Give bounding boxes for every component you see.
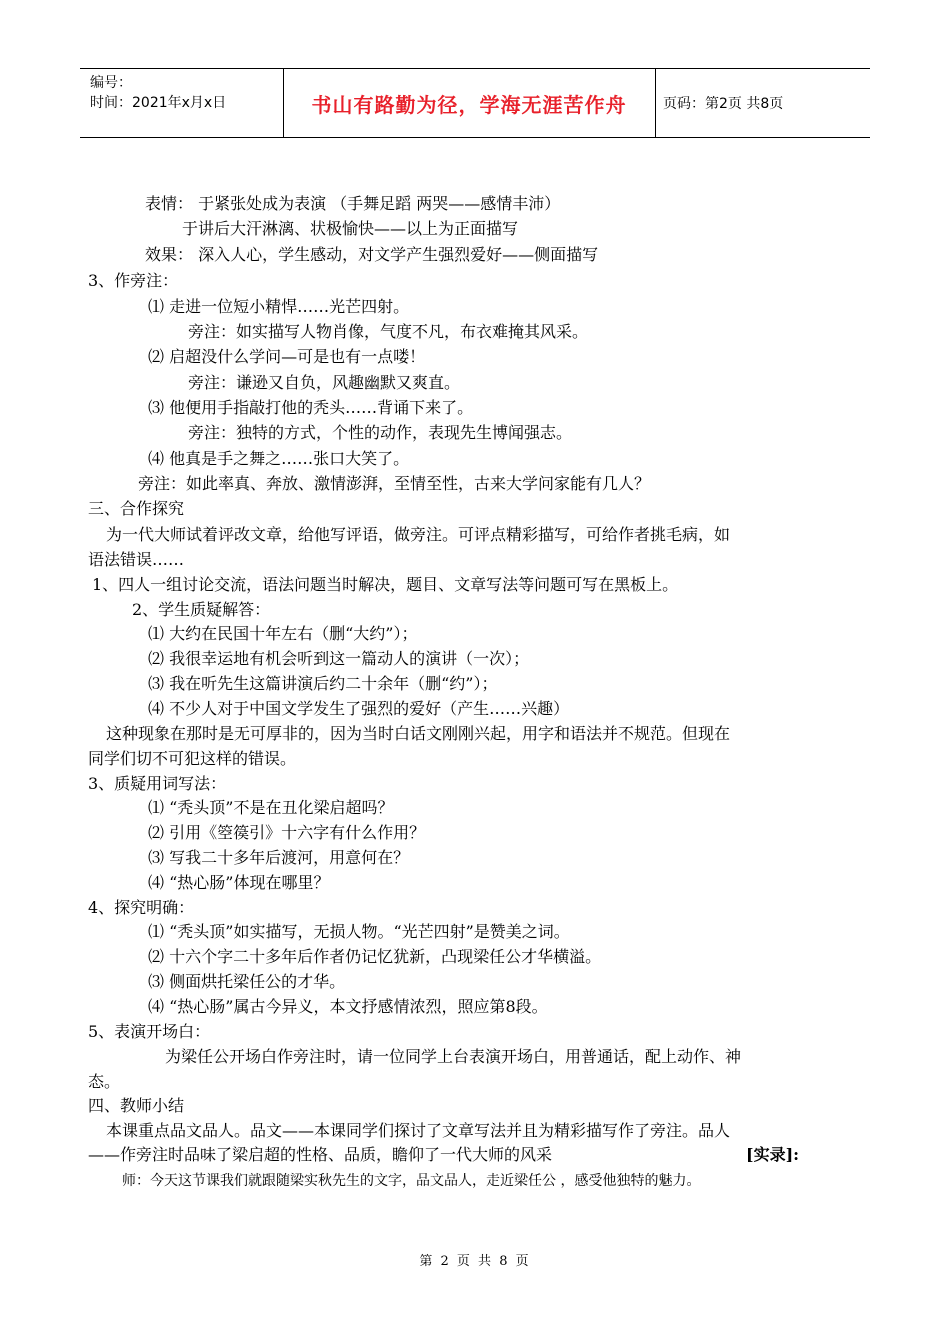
- header-divider: [655, 69, 656, 137]
- list-item: ⑶ 写我二十多年后渡河，用意何在？: [148, 848, 410, 867]
- list-item: ⑵ 十六个字二十多年后作者仍记忆犹新，凸现梁任公才华横溢。: [148, 947, 602, 966]
- paragraph-line: 为一代大师试着评改文章，给他写评语，做旁注。可评点精彩描写，可给作者挑毛病，如: [106, 525, 731, 544]
- page-info: 页码：第2页 共8页: [663, 96, 784, 112]
- section-heading: 5、表演开场白：: [88, 1022, 211, 1041]
- list-item: ⑷ 他真是手之舞之……张口大笑了。: [148, 449, 410, 468]
- paragraph-line: 这种现象在那时是无可厚非的，因为当时白话文刚刚兴起，用字和语法并不规范。但现在: [106, 724, 731, 743]
- list-item: ⑶ 他便用手指敲打他的秃头……背诵下来了。: [148, 398, 474, 417]
- section-heading: 三、合作探究: [88, 499, 185, 518]
- paragraph-line: 1、四人一组讨论交流，语法问题当时解决，题目、文章写法等问题可写在黑板上。: [92, 575, 679, 594]
- list-item: ⑴ “秃头顶”不是在丑化梁启超吗？: [148, 798, 394, 817]
- annotation: 旁注：如实描写人物肖像，气度不凡，布衣难掩其风采。: [188, 322, 589, 341]
- list-item: ⑴ 走进一位短小精悍……光芒四射。: [148, 297, 410, 316]
- number-label: 编号：: [90, 75, 132, 91]
- header-divider: [283, 69, 284, 137]
- list-item: ⑵ 我很幸运地有机会听到这一篇动人的演讲（一次）；: [148, 649, 530, 668]
- annotation: 旁注：如此率真、奔放、激情澎湃，至情至性，古来大学问家能有几人？: [138, 474, 651, 493]
- paragraph-line: 师：今天这节课我们就跟随梁实秋先生的文字，品文品人，走近梁任公 ，感受他独特的魅力。: [122, 1173, 701, 1189]
- text-line: 表情： 于紧张处成为表演 （手舞足蹈 两哭——感情丰沛）: [145, 194, 561, 213]
- list-item: ⑷ “热心肠”体现在哪里？: [148, 873, 330, 892]
- text-line: 效果： 深入人心，学生感动，对文学产生强烈爱好——侧面描写: [145, 245, 599, 264]
- record-tag: [实录]:: [746, 1145, 800, 1164]
- list-item: ⑴ “秃头顶”如实描写，无损人物。“光芒四射”是赞美之词。: [148, 922, 570, 941]
- paragraph-line: 态。: [88, 1072, 121, 1091]
- annotation: 旁注：独特的方式，个性的动作，表现先生博闻强志。: [188, 423, 573, 442]
- header-meta: [90, 73, 226, 113]
- section-heading: 3、作旁注：: [88, 271, 179, 290]
- section-heading: 4、探究明确：: [88, 898, 195, 917]
- page-header: [80, 68, 870, 138]
- section-heading: 2、学生质疑解答：: [132, 600, 271, 619]
- paragraph-line: 本课重点品文品人。品文——本课同学们探讨了文章写法并且为精彩描写作了旁注。品人: [106, 1121, 731, 1140]
- paragraph-line: ——作旁注时品味了梁启超的性格、品质，瞻仰了一代大师的风采: [88, 1145, 553, 1164]
- paragraph-line: 为梁任公开场白作旁注时，请一位同学上台表演开场白，用普通话，配上动作、神: [165, 1047, 742, 1066]
- paragraph-line: 同学们切不可犯这样的错误。: [88, 749, 297, 768]
- page-footer: 第 2 页 共 8 页: [419, 1254, 531, 1269]
- paragraph-line: 语法错误……: [88, 550, 185, 569]
- list-item: ⑶ 侧面烘托梁任公的才华。: [148, 972, 346, 991]
- text-line: 于讲后大汗淋漓、状极愉快——以上为正面描写: [182, 219, 519, 238]
- list-item: ⑷ 不少人对于中国文学发生了强烈的爱好（产生……兴趣）: [148, 699, 570, 718]
- list-item: ⑶ 我在听先生这篇讲演后约二十余年（删“约”）；: [148, 674, 498, 693]
- date-label: 时间：2021年x月x日: [90, 95, 227, 111]
- motto: 书山有路勤为径，学海无涯苦作舟: [311, 92, 627, 117]
- annotation: 旁注：谦逊又自负，风趣幽默又爽直。: [188, 373, 461, 392]
- list-item: ⑴ 大约在民国十年左右（删“大约”）；: [148, 624, 418, 643]
- list-item: ⑵ 启超没什么学问—可是也有一点喽！: [148, 347, 426, 366]
- section-heading: 四、教师小结: [88, 1096, 185, 1115]
- list-item: ⑷ “热心肠”属古今异义，本文抒感情浓烈，照应第8段。: [148, 997, 548, 1016]
- list-item: ⑵ 引用《箜篌引》十六字有什么作用？: [148, 823, 426, 842]
- section-heading: 3、质疑用词写法：: [88, 774, 227, 793]
